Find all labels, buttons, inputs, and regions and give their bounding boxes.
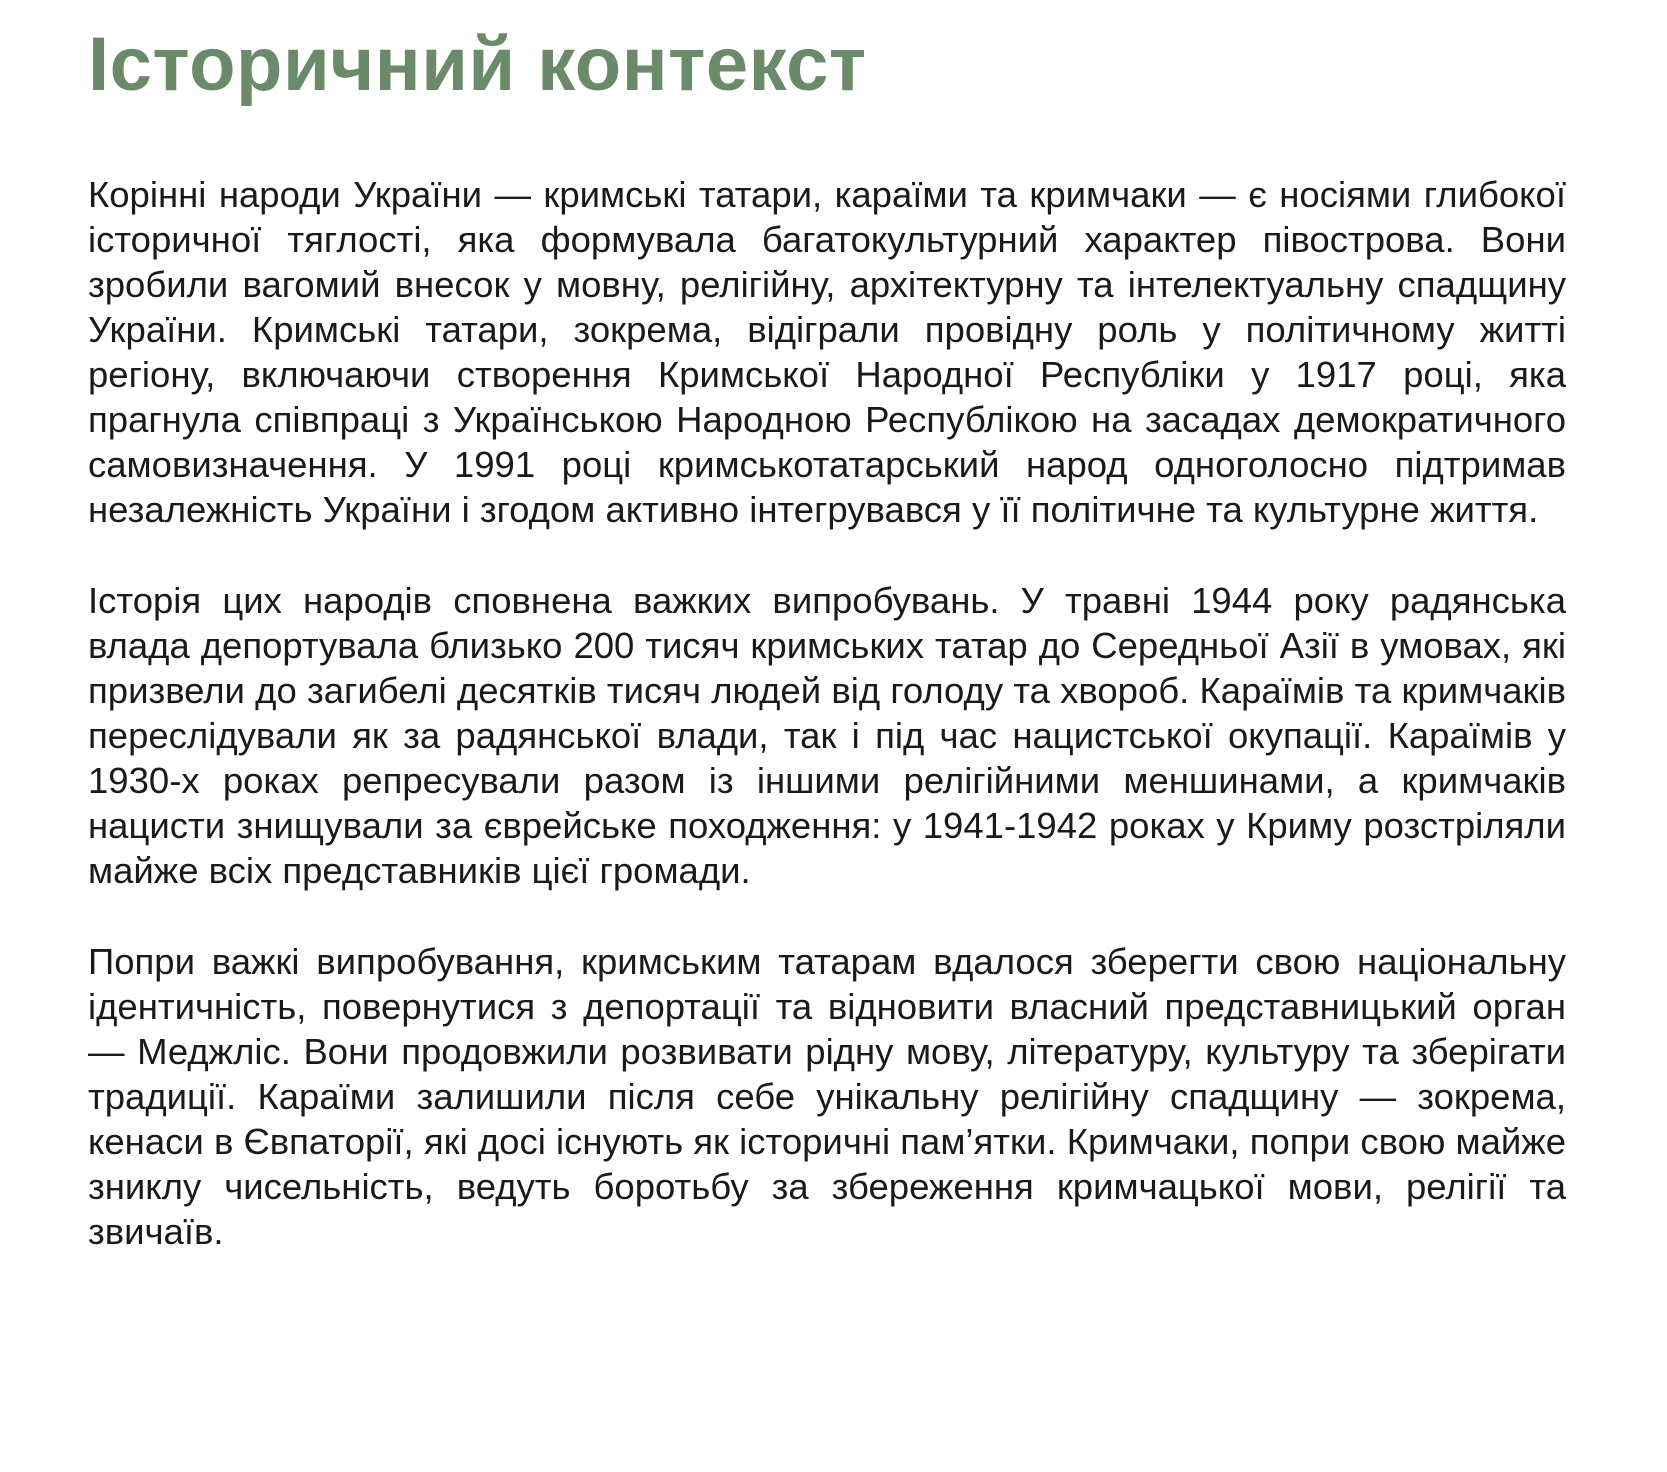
document-page	[88, 20, 1566, 1300]
page-title: Історичний контекст	[88, 22, 867, 107]
document-body	[88, 172, 1566, 1254]
paragraph-3: Попри важкі випробування, кримським татарам вдалося зберегти свою національну ідентичність, повернутися з депортації та відновити власний представницький орган — Меджліс. Вони продовжили розвивати рідну мову, літературу, культуру та зберігати традиції. Караїми залишили після себе унікальну релігійну спадщину — зокрема, кенаси в Євпаторії, які досі існують як історичні пам’ятки. Кримчаки, попри свою майже зниклу чисельність, ведуть боротьбу за збереження кримчацької мови, релігії та звичаїв.	[88, 941, 1566, 1252]
paragraph-1: Корінні народи України — кримські татари, караїми та кримчаки — є носіями глибокої історичної тяглості, яка формувала багатокультурний характер півострова. Вони зробили вагомий внесок у мовну, релігійну, архітектурну та інтелектуальну спадщину України. Кримські татари, зокрема, відіграли провідну роль у політичному житті регіону, включаючи створення Кримської Народної Республіки у 1917 році, яка прагнула співпраці з Українською Народною Республікою на засадах демократичного самовизначення. У 1991 році кримськотатарський народ одноголосно підтримав незалежність України і згодом активно інтегрувався у її політичне та культурне життя.	[88, 174, 1566, 530]
paragraph-2: Історія цих народів сповнена важких випробувань. У травні 1944 року радянська влада депортувала близько 200 тисяч кримських татар до Середньої Азії в умовах, які призвели до загибелі десятків тисяч людей від голоду та хвороб. Караїмів та кримчаків переслідували як за радянської влади, так і під час нацистської окупації. Караїмів у 1930-х роках репресували разом із іншими релігійними меншинами, а кримчаків нацисти знищували за єврейське походження: у 1941-1942 роках у Криму розстріляли майже всіх представників цієї громади.	[88, 580, 1566, 891]
